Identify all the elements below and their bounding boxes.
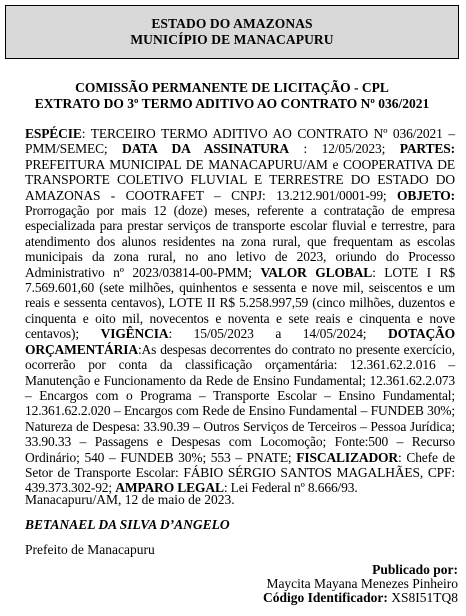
- vigencia-text: : 15/05/2023 a 14/05/2024;: [168, 326, 389, 342]
- identifier-code: [158, 591, 458, 605]
- partes-text: PREFEITURA MUNICIPAL DE MANACAPURU/AM e COOPERATIVA DE TRANSPORTE COLETIVO FLUVIAL E TERRESTRE DO ESTADO DO AMAZONAS - COOTRAFET – CNPJ: 13.212.901/0001-99;: [25, 156, 455, 203]
- especie-label: ESPÉCIE: [25, 126, 82, 141]
- valor-global-label: VALOR GLOBAL: [260, 264, 373, 280]
- header-box: [5, 5, 459, 59]
- published-by-label: Publicado por:: [372, 562, 458, 577]
- signatory-name: BETANAEL DA SILVA D’ANGELO: [25, 517, 230, 532]
- identifier-code-label: Código Identificador:: [263, 590, 388, 605]
- document-title: [5, 80, 459, 111]
- especie-text: : TERCEIRO TERMO ADITIVO AO CONTRATO Nº 036/2021 – PMM/SEMEC;: [25, 126, 455, 157]
- amparo-legal-label: AMPARO LEGAL: [115, 480, 224, 496]
- fiscalizador-label: FISCALIZADOR: [296, 449, 398, 465]
- vigencia-label: VIGÊNCIA: [100, 326, 169, 342]
- title-line-commission: COMISSÃO PERMANENTE DE LICITAÇÃO - CPL: [75, 80, 389, 95]
- partes-label: PARTES:: [399, 141, 455, 157]
- publisher-name: Maycita Mayana Menezes Pinheiro: [266, 576, 458, 591]
- title-line-extract: EXTRATO DO 3º TERMO ADITIVO AO CONTRATO Nº 036/2021: [34, 95, 430, 111]
- objeto-text: Prorrogação por mais 12 (doze) meses, referente a contratação de empresa especializada para prestar serviços de transporte escolar fluvial e terrestre, para atendimento dos alunos residentes na zona rural, que frequentam as escolas municipais da zona rural, no ano letivo de 2023, oriundo do Processo Administrativo nº 2023/03814-00-PMM;: [25, 203, 455, 280]
- date-line: Manacapuru/AM, 12 de maio de 2023.: [25, 492, 235, 507]
- municipality-name: MUNICÍPIO DE MANACAPURU: [130, 32, 334, 47]
- state-name: ESTADO DO AMAZONAS: [151, 16, 313, 31]
- signatory-role: Prefeito de Manacapuru: [25, 542, 155, 557]
- data-assinatura-label: DATA DA ASSINATURA: [122, 141, 289, 157]
- fiscalizador-text: : Chefe de Setor de Transporte Escolar: FÁBIO SÉRGIO SANTOS MAGALHÃES, CPF: 439.373.302-92;: [25, 449, 455, 496]
- amparo-legal-text: : Lei Federal nº 8.666/93.: [223, 480, 358, 496]
- valor-global-text: : LOTE I R$ 7.569.601,60 (sete milhões, quinhentos e sessenta e nove mil, seiscentos e um reais e sessenta centavos), LOTE II R$ 5.258.997,59 (cinco milhões, duzentos e cinquenta e oito mil, novecentos e noventa e sete reais e cinquenta e nove centavos);: [25, 264, 456, 342]
- publication-block: [158, 563, 458, 605]
- dotacao-label: DOTAÇÃO ORÇAMENTÁRIA: [25, 326, 455, 357]
- extract-body: [25, 126, 455, 496]
- dotacao-text: :As despesas decorrentes do contrato no presente exercício, ocorrerão por conta da classificação orçamentária: 12.361.62.2.016 – Manutenção e Funcionamento da Rede de Ensino Fundamental; 12.361.62.2.073 – Encargos com o Programa – Transporte Escolar – Ensino Fundamental; 12.361.62.2.020 – Encargos com Rede de Ensino Fundamental – FUNDEB 30%; Natureza de Despesa: 33.90.39 – Outros Serviços de Terceiros – Pessoa Jurídica; 33.90.33 – Passagens e Despesas com Locomoção; Fonte:500 – Recurso Ordinário; 540 – FUNDEB 30%; 553 – PNATE;: [25, 341, 455, 465]
- identifier-code-value: XS8I51TQ8: [391, 590, 458, 605]
- data-assinatura-text: : 12/05/2023;: [288, 141, 400, 157]
- objeto-label: OBJETO:: [397, 187, 455, 203]
